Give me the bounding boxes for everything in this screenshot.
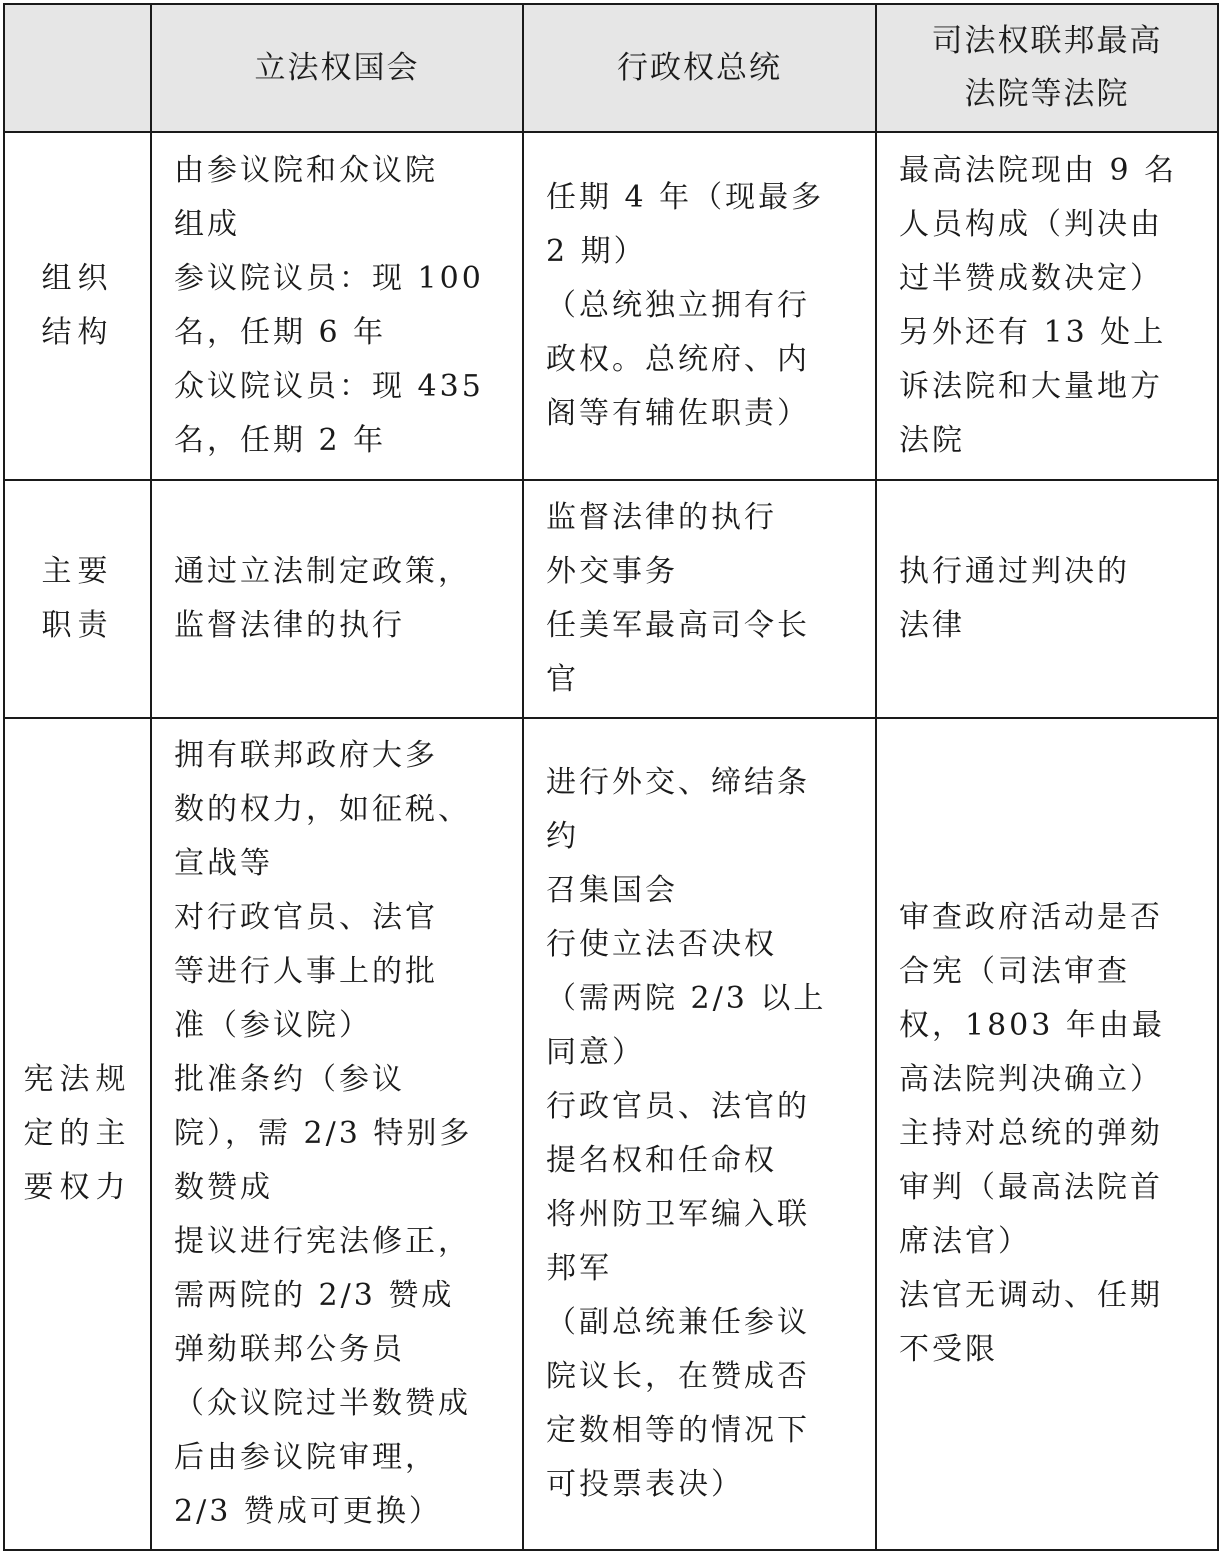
cell-text-line: 另外还有 13 处上 (899, 315, 1167, 350)
cell-text-line: 诉法院和大量地方 (899, 369, 1163, 404)
table-row-duties (4, 480, 1218, 718)
header-row (4, 4, 1218, 132)
separation-of-powers-table (3, 3, 1219, 1551)
cell-text-line: 主要 (41, 554, 114, 589)
cell-text-line: 名，任期 6 年 (174, 315, 387, 350)
cell-text-line: 可投票表决） (546, 1467, 744, 1502)
cell-text-line: 批准条约（参议 (174, 1062, 405, 1097)
cell-text-line: 需两院的 2/3 赞成 (174, 1278, 455, 1313)
cell-text-line: 2/3 赞成可更换） (174, 1494, 442, 1529)
cell-judicial-duties (876, 480, 1218, 718)
cell-text-line: 最高法院现由 9 名 (899, 153, 1178, 188)
cell-text-line: 主持对总统的弹劾 (899, 1116, 1163, 1151)
cell-text-line: 准（参议院） (174, 1008, 372, 1043)
cell-text-line: 后由参议院审理， (174, 1440, 438, 1475)
cell-text-line: 邦军 (546, 1251, 612, 1286)
cell-text-line: 同意） (546, 1035, 645, 1070)
cell-text-line: 法官无调动、任期 (899, 1278, 1163, 1313)
cell-text-line: 参议院议员：现 100 (174, 261, 484, 296)
cell-text-line: 阁等有辅佐职责） (546, 396, 810, 431)
header-judicial-line: 司法权联邦最高 (931, 23, 1163, 59)
cell-text-line: 任期 4 年（现最多 (546, 180, 825, 215)
header-executive: 行政权总统 (523, 4, 876, 132)
cell-text-line: 人员构成（判决由 (899, 207, 1163, 242)
cell-text-line: 宣战等 (174, 846, 273, 881)
cell-judicial-powers (876, 718, 1218, 1550)
cell-text-line: 进行外交、缔结条 (546, 765, 810, 800)
header-judicial-line: 法院等法院 (964, 76, 1130, 112)
cell-text-line: 政权。总统府、内 (546, 342, 810, 377)
cell-text-line: 2 期） (546, 234, 647, 269)
cell-text-line: 院议长，在赞成否 (546, 1359, 810, 1394)
header-judicial (876, 4, 1218, 132)
cell-text-line: 行使立法否决权 (546, 927, 777, 962)
cell-text-line: 要权力 (23, 1170, 132, 1205)
cell-text-line: （副总统兼任参议 (546, 1305, 810, 1340)
row-label-duties (4, 480, 151, 718)
cell-text-line: 行政官员、法官的 (546, 1089, 810, 1124)
cell-text-line: 对行政官员、法官 (174, 900, 438, 935)
cell-text-line: 职责 (41, 608, 114, 643)
cell-text-line: （众议院过半数赞成 (174, 1386, 471, 1421)
cell-text-line: 监督法律的执行 (174, 608, 405, 643)
cell-text-line: 等进行人事上的批 (174, 954, 438, 989)
cell-text-line: 召集国会 (546, 873, 678, 908)
cell-text-line: 不受限 (899, 1332, 998, 1367)
cell-text-line: 约 (546, 819, 579, 854)
cell-text-line: 定的主 (23, 1116, 132, 1151)
row-label-powers (4, 718, 151, 1550)
cell-text-line: 结构 (41, 315, 114, 350)
cell-text-line: 法院 (899, 423, 965, 458)
table-row-organization (4, 132, 1218, 480)
cell-text-line: 审判（最高法院首 (899, 1170, 1163, 1205)
cell-text-line: （需两院 2/3 以上 (546, 981, 827, 1016)
cell-text-line: 外交事务 (546, 554, 678, 589)
cell-text-line: 数的权力，如征税、 (174, 792, 471, 827)
cell-text-line: 由参议院和众议院 (174, 153, 438, 188)
cell-text-line: 审查政府活动是否 (899, 900, 1163, 935)
cell-text-line: 组织 (41, 261, 114, 296)
cell-text-line: 提名权和任命权 (546, 1143, 777, 1178)
cell-executive-organization (523, 132, 876, 480)
row-label-organization (4, 132, 151, 480)
cell-text-line: 执行通过判决的 (899, 554, 1130, 589)
table-row-powers (4, 718, 1218, 1550)
cell-text-line: 法律 (899, 608, 965, 643)
cell-text-line: 通过立法制定政策， (174, 554, 471, 589)
cell-text-line: 合宪（司法审查 (899, 954, 1130, 989)
cell-text-line: 官 (546, 662, 579, 697)
cell-text-line: 组成 (174, 207, 240, 242)
cell-legislative-organization (151, 132, 523, 480)
cell-executive-duties (523, 480, 876, 718)
cell-text-line: 监督法律的执行 (546, 500, 777, 535)
cell-text-line: 众议院议员：现 435 (174, 369, 484, 404)
cell-text-line: 席法官） (899, 1224, 1031, 1259)
cell-legislative-duties (151, 480, 523, 718)
cell-text-line: 提议进行宪法修正， (174, 1224, 471, 1259)
cell-legislative-powers (151, 718, 523, 1550)
cell-text-line: 数赞成 (174, 1170, 273, 1205)
cell-text-line: 任美军最高司令长 (546, 608, 810, 643)
cell-text-line: 将州防卫军编入联 (546, 1197, 810, 1232)
cell-text-line: 院），需 2/3 特别多 (174, 1116, 473, 1151)
cell-text-line: 过半赞成数决定） (899, 261, 1163, 296)
cell-text-line: （总统独立拥有行 (546, 288, 810, 323)
cell-text-line: 权，1803 年由最 (899, 1008, 1165, 1043)
cell-text-line: 宪法规 (23, 1062, 132, 1097)
cell-text-line: 高法院判决确立） (899, 1062, 1163, 1097)
cell-text-line: 名，任期 2 年 (174, 423, 387, 458)
cell-text-line: 定数相等的情况下 (546, 1413, 810, 1448)
cell-executive-powers (523, 718, 876, 1550)
header-legislative: 立法权国会 (151, 4, 523, 132)
cell-text-line: 弹劾联邦公务员 (174, 1332, 405, 1367)
corner-header-cell (4, 4, 151, 132)
cell-judicial-organization (876, 132, 1218, 480)
cell-text-line: 拥有联邦政府大多 (174, 738, 438, 773)
